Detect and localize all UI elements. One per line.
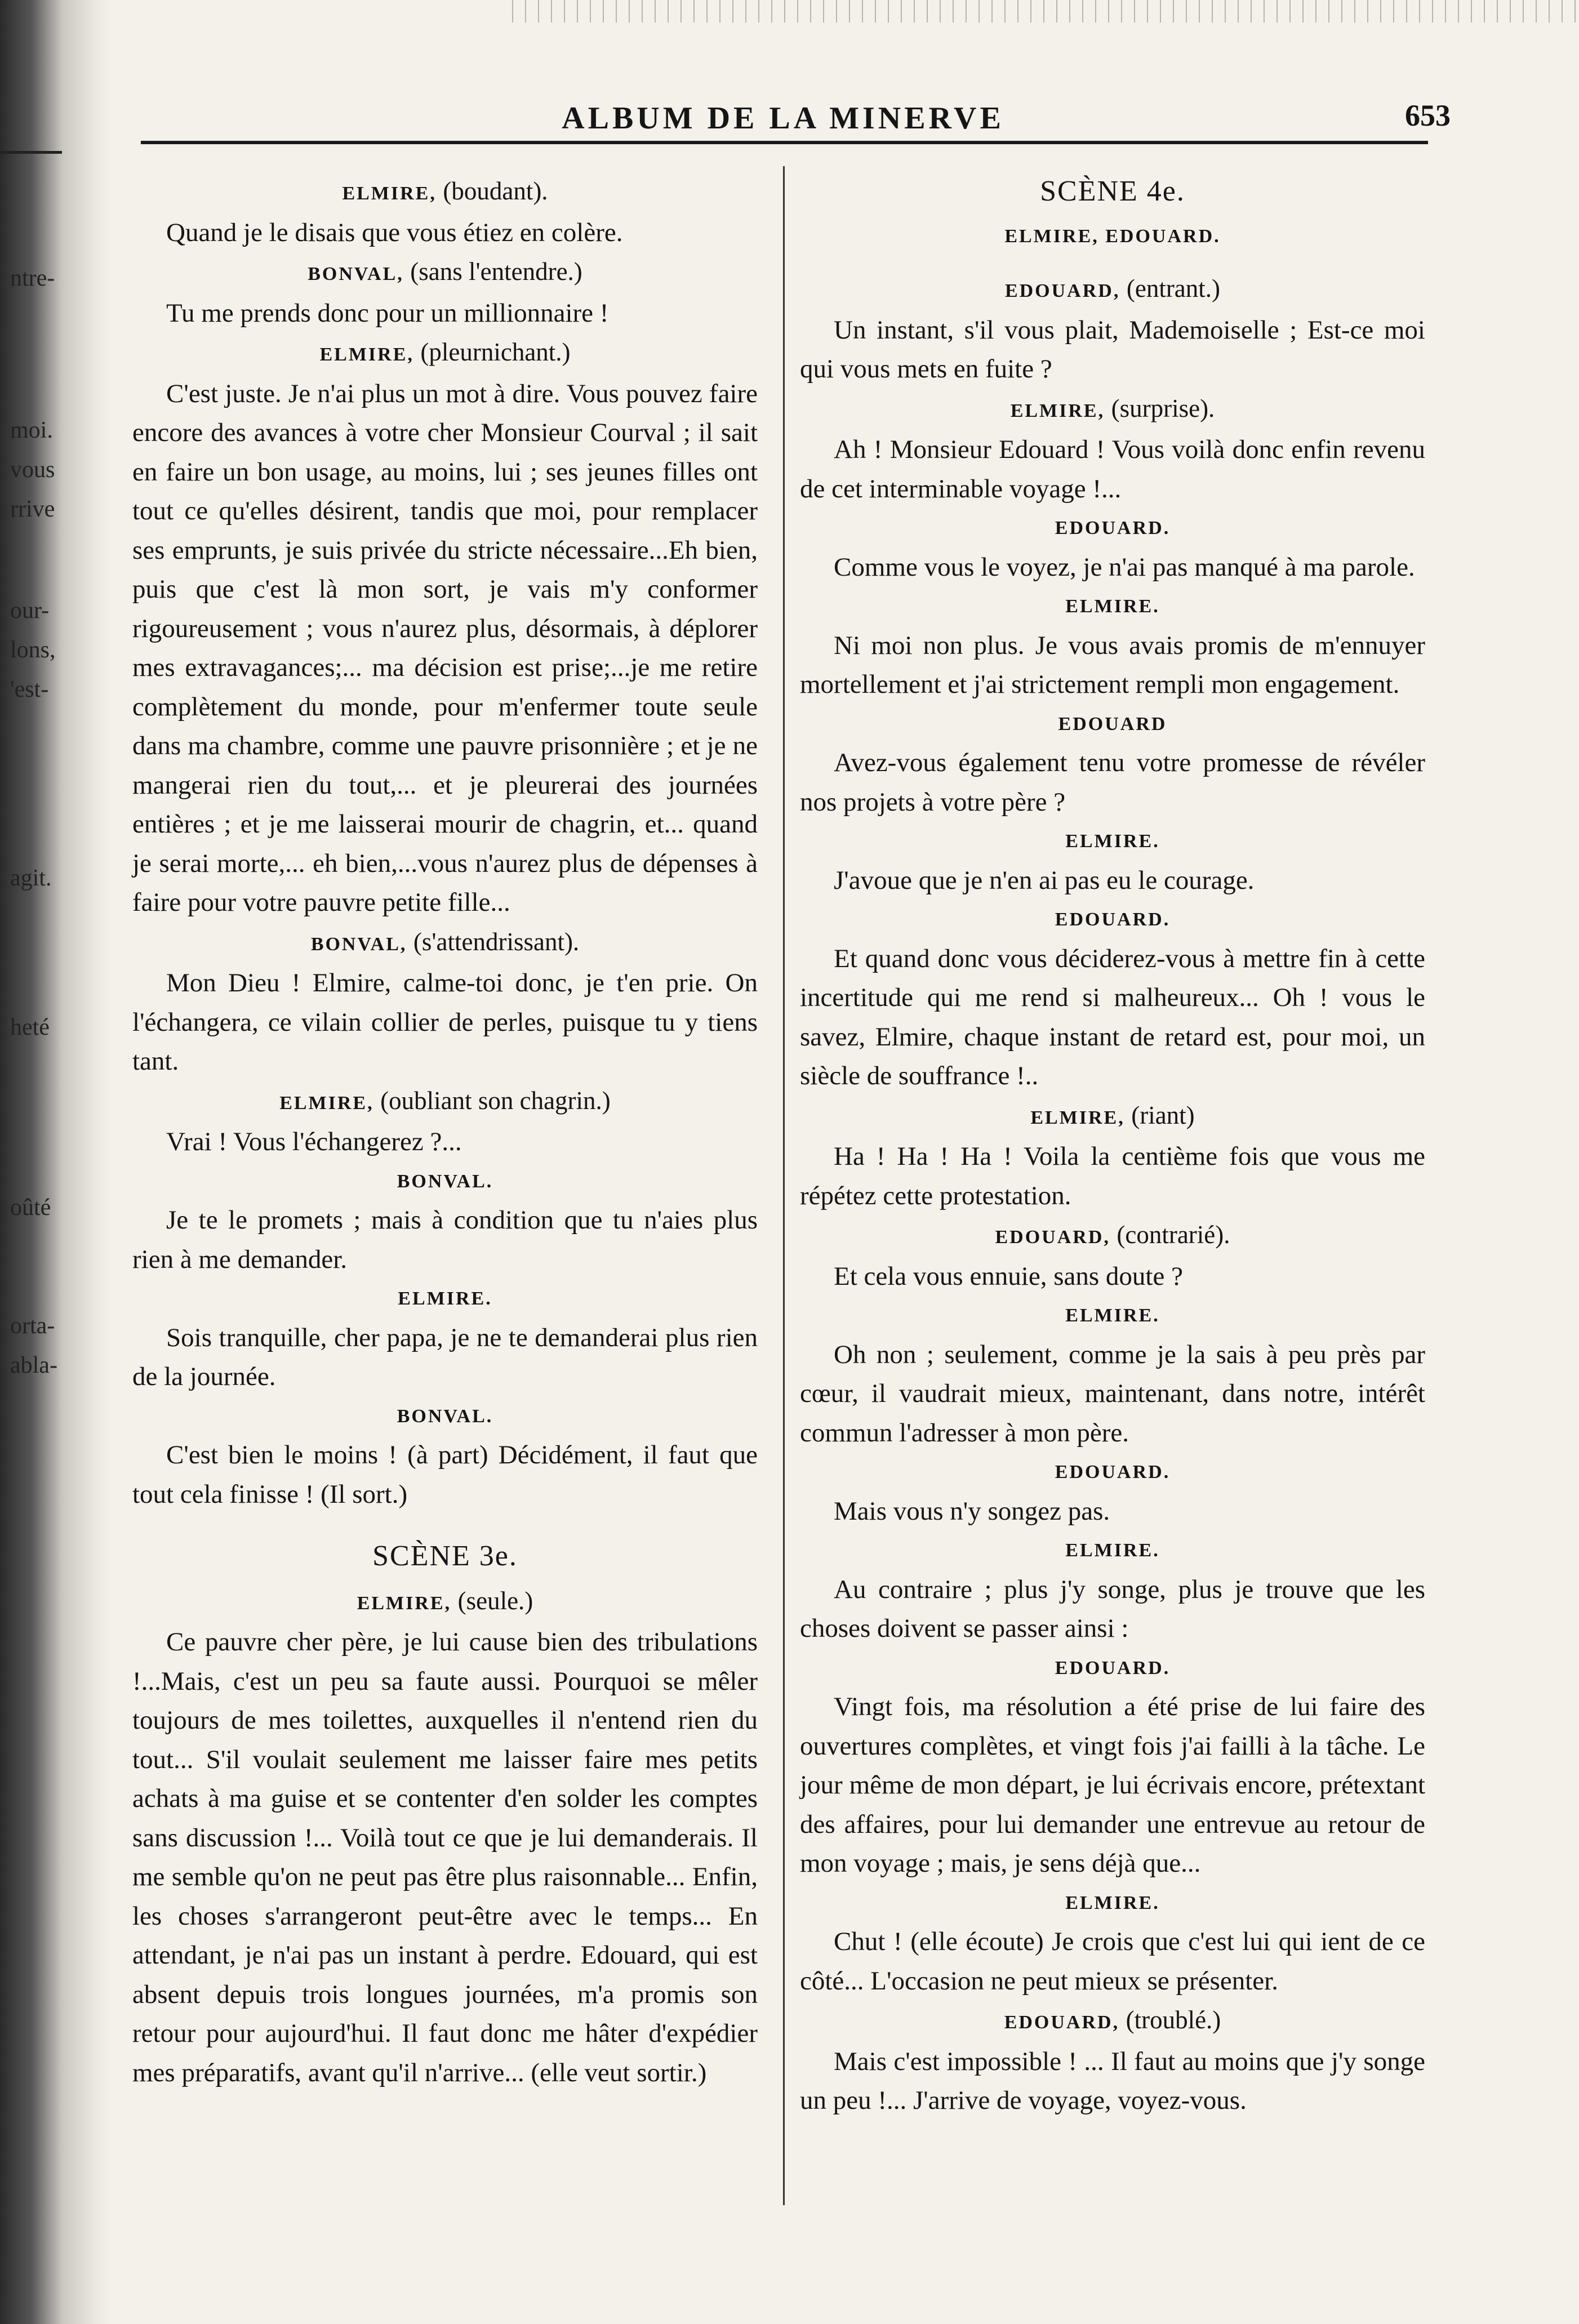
speaker-name: ELMIRE, [319, 344, 414, 365]
dialogue-paragraph: Avez-vous également tenu votre promesse de révéler nos projets à votre père ? [800, 748, 1425, 817]
dialogue-paragraph: Sois tranquille, cher papa, je ne te demanderai plus rien de la journée. [132, 1323, 758, 1391]
dialogue-paragraph: Mais vous n'y songez pas. [834, 1496, 1110, 1526]
dialogue-paragraph: Ni moi non plus. Je vous avais promis de m'ennuyer mortellement et j'ai strictement rempli mon engagement. [800, 630, 1425, 699]
speaker-heading [800, 1216, 1425, 1257]
speaker-heading [132, 1081, 758, 1123]
speaker-name: EDOUARD. [1055, 1462, 1171, 1482]
adjacent-page-rule [0, 151, 62, 154]
dialogue-paragraph: Mais c'est impossible ! ... Il faut au moins que j'y songe un peu !... J'arrive de voyage, voyez-vous. [800, 2046, 1425, 2115]
dialogue-paragraph: C'est bien le moins ! (à part) Décidément, il faut que tout cela finisse ! (Il sort.) [132, 1440, 758, 1509]
speaker-name: ELMIRE, [279, 1092, 374, 1114]
margin-fragment: vous [10, 457, 55, 483]
speaker-name: EDOUARD. [1055, 1657, 1171, 1679]
margin-fragment: lons, [10, 637, 56, 663]
header-rule [141, 141, 1428, 144]
dialogue-paragraph: Tu me prends donc pour un millionnaire ! [166, 298, 609, 328]
speaker-name: EDOUARD [1058, 713, 1167, 734]
speaker-heading [800, 1649, 1425, 1688]
scene-title: SCÈNE 4e. [1040, 175, 1185, 207]
stage-direction: (sans l'entendre.) [410, 257, 582, 286]
dialogue-paragraph: Au contraire ; plus j'y songe, plus je trouve que les choses doivent se passer ainsi : [800, 1574, 1425, 1643]
dialogue-paragraph: Et quand donc vous déciderez-vous à mettre fin à cette incertitude qui me rend si malheureux... Oh ! vous le savez, Elmire, chaque instant de retard est, pour moi, un siècle de souffrance !.. [800, 943, 1425, 1090]
speaker-heading [800, 705, 1425, 744]
speaker-heading [800, 822, 1425, 861]
dialogue-paragraph: Ce pauvre cher père, je lui cause bien des tribulations !...Mais, c'est un peu sa faute aussi. Pourquoi se mêler toujours de mes toilettes, auxquelles il n'entend rien du tout... S'il voulait seulement me laisser faire mes petits achats à ma guise et se contenter d'en solder les comptes sans discussion !... Voilà tout ce que je lui demanderais. Il me semble qu'on ne peut pas être plus raisonnable... Enfin, les choses s'arrangeront peut-être avec le temps... En attendant, je n'ai pas un instant à perdre. Edouard, qui est absent depuis trois longues journées, m'a promis son retour pour aujourd'hui. Il faut donc me hâter d'expédier mes préparatifs, avant qu'il n'arrive... (elle veut sortir.) [132, 1627, 758, 2087]
speaker-name: ELMIRE, [357, 1592, 452, 1614]
top-edge-specks [507, 0, 1579, 23]
scene-title: SCÈNE 3e. [372, 1540, 518, 1572]
speaker-name: EDOUARD, [995, 1227, 1110, 1248]
dialogue-paragraph: Quand je le disais que vous étiez en colère. [166, 217, 623, 247]
dialogue-paragraph: Un instant, s'il vous plait, Mademoiselle ; Est-ce moi qui vous mets en fuite ? [800, 315, 1425, 384]
stage-direction: (riant) [1131, 1101, 1195, 1129]
speaker-name: EDOUARD, [1004, 281, 1120, 301]
dialogue-paragraph: Comme vous le voyez, je n'ai pas manqué à ma parole. [834, 552, 1415, 582]
speaker-heading [132, 1162, 758, 1201]
speaker-name: ELMIRE. [398, 1288, 492, 1309]
margin-fragment: heté [10, 1014, 50, 1040]
speaker-heading [800, 1096, 1425, 1138]
adjacent-page-fragments [0, 0, 73, 2324]
running-title: ALBUM DE LA MINERVE [562, 101, 1004, 136]
speaker-heading [800, 587, 1425, 626]
speaker-heading [132, 923, 758, 964]
speaker-heading [132, 1279, 758, 1319]
speaker-heading [800, 1296, 1425, 1335]
speaker-name: BONVAL. [397, 1405, 493, 1427]
dialogue-paragraph: C'est juste. Je n'ai plus un mot à dire. Vous pouvez faire encore des avances à votre cher Monsieur Courval ; il sait en faire un bon usage, au moins, lui ; ses jeunes filles ont tout ce qu'elles désirent, tandis que moi, pour remplacer ses emprunts, je suis privée du stricte nécessaire...Eh bien, puis que c'est là mon sort, je vais m'y conformer rigoureusement ; vous n'aurez plus, désormais, à déplorer mes extravagances;... ma décision est prise;...je me retire complètement du monde, pour m'enfermer toute seule dans ma chambre, comme une pauvre prisonnière ; et je ne mangerai rien du tout,... et je pleurerai des journées entières ; et je me laisserai mourir de chagrin, et... quand je serai morte,... eh bien,...vous n'aurez plus de dépenses à faire pour votre pauvre petite fille... [132, 379, 758, 917]
speaker-name: ELMIRE, [1010, 400, 1105, 421]
stage-direction: (seule.) [457, 1586, 533, 1615]
stage-direction: (oubliant son chagrin.) [380, 1086, 611, 1115]
speaker-name: BONVAL. [397, 1170, 493, 1192]
speaker-name: ELMIRE. [1065, 1540, 1160, 1561]
margin-fragment: oûté [10, 1195, 51, 1221]
stage-direction: (surprise). [1111, 394, 1215, 422]
stage-direction: (s'attendrissant). [413, 927, 580, 956]
stage-direction: (troublé.) [1126, 2006, 1221, 2034]
dialogue-paragraph: Vingt fois, ma résolution a été prise de lui faire des ouvertures complètes, et vingt fois j'ai failli à la tâche. Le jour même de mon départ, je lui écrivais encore, prétextant des affaires, pour lui demander une entrevue au retour de mon voyage ; mais, je sens déjà que... [800, 1692, 1425, 1878]
margin-fragment: agit. [10, 865, 52, 891]
speaker-heading [132, 172, 758, 213]
speaker-name: BONVAL, [308, 264, 404, 284]
margin-fragment: abla- [10, 1352, 57, 1378]
margin-fragment: our- [10, 598, 50, 624]
stage-direction: (contrarié). [1117, 1221, 1230, 1249]
dialogue-paragraph: Vrai ! Vous l'échangerez ?... [166, 1127, 462, 1156]
margin-fragment: moi. [10, 417, 53, 443]
speaker-name: ELMIRE, [1030, 1107, 1125, 1128]
speaker-heading [132, 1397, 758, 1436]
left-column [132, 172, 758, 2093]
dialogue-paragraph: Oh non ; seulement, comme je la sais à peu près par cœur, il vaudrait mieux, maintenant, dans notre, intérêt commun l'adresser à mon père. [800, 1339, 1425, 1448]
speaker-heading [132, 1582, 758, 1623]
speaker-heading [800, 2001, 1425, 2042]
speaker-heading [800, 1453, 1425, 1492]
scene-cast: ELMIRE, EDOUARD. [1004, 225, 1221, 247]
speaker-name: EDOUARD. [1055, 518, 1171, 538]
dialogue-paragraph: Chut ! (elle écoute) Je crois que c'est lui qui ient de ce côté... L'occasion ne peut mieux se présenter. [800, 1927, 1425, 1996]
dialogue-paragraph: Je te le promets ; mais à condition que tu n'aies plus rien à me demander. [132, 1205, 758, 1274]
speaker-heading [800, 900, 1425, 940]
speaker-name: ELMIRE. [1065, 1305, 1160, 1326]
dialogue-paragraph: Ha ! Ha ! Ha ! Voila la centième fois que vous me répétez cette protestation. [800, 1142, 1425, 1210]
speaker-heading [800, 389, 1425, 431]
speaker-name: ELMIRE. [1065, 596, 1160, 617]
dialogue-paragraph: J'avoue que je n'en ai pas eu le courage. [834, 865, 1255, 895]
speaker-heading [800, 269, 1425, 311]
speaker-name: EDOUARD, [1004, 2012, 1120, 2033]
speaker-heading [800, 1884, 1425, 1923]
margin-fragment: ntre- [10, 265, 55, 291]
dialogue-paragraph: Mon Dieu ! Elmire, calme-toi donc, je t'en prie. On l'échangera, ce vilain collier de perles, puisque tu y tiens tant. [132, 968, 758, 1076]
page-number: 653 [1405, 99, 1451, 132]
speaker-heading [800, 1531, 1425, 1570]
stage-direction: (pleurnichant.) [420, 338, 571, 366]
speaker-name: EDOUARD. [1055, 909, 1171, 930]
margin-fragment: orta- [10, 1313, 55, 1339]
speaker-name: BONVAL, [310, 933, 407, 955]
dialogue-paragraph: Ah ! Monsieur Edouard ! Vous voilà donc enfin revenu de cet interminable voyage !... [800, 435, 1425, 504]
speaker-heading [132, 252, 758, 294]
speaker-heading [132, 333, 758, 375]
stage-direction: (entrant.) [1126, 274, 1221, 302]
speaker-name: ELMIRE. [1065, 831, 1160, 852]
stage-direction: (boudant). [443, 177, 548, 205]
speaker-heading [800, 509, 1425, 548]
speaker-name: ELMIRE. [1065, 1892, 1160, 1913]
dialogue-paragraph: Et cela vous ennuie, sans doute ? [834, 1261, 1183, 1291]
margin-fragment: rrive [10, 496, 55, 522]
margin-fragment: 'est- [10, 676, 49, 702]
speaker-name: ELMIRE, [342, 183, 437, 204]
right-column [800, 172, 1425, 2121]
column-divider [783, 166, 785, 2205]
